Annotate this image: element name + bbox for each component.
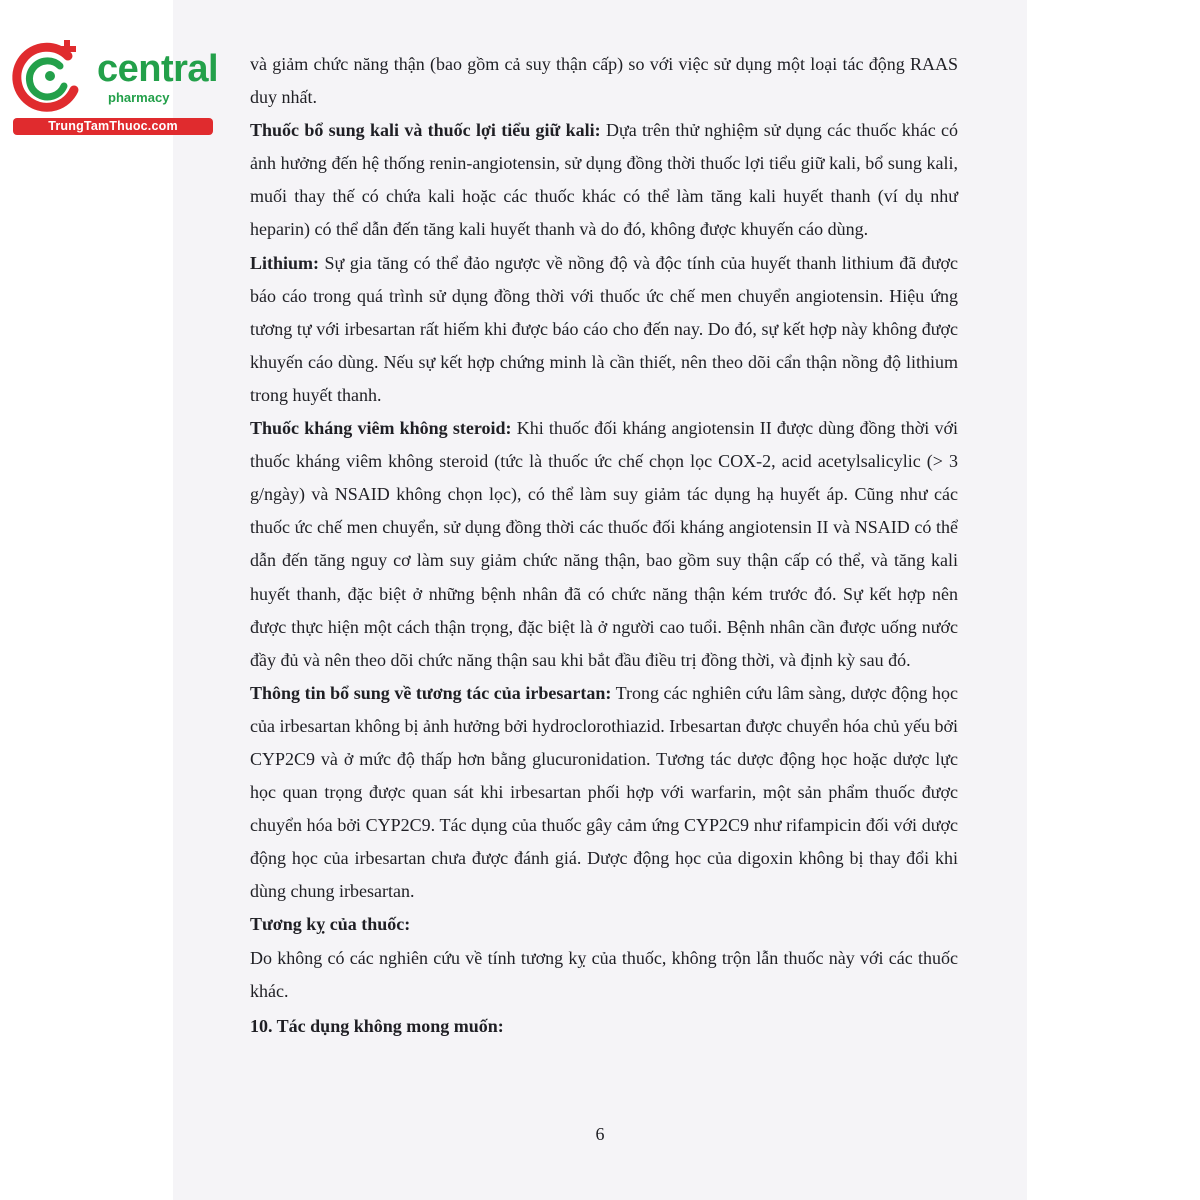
paragraph-text: và giảm chức năng thận (bao gồm cả suy thận cấp) so với việc sử dụng một loại tác động RAAS duy nhất.: [250, 54, 958, 108]
brand-subtitle: pharmacy: [108, 90, 170, 105]
paragraph-irbesartan-interactions: [250, 677, 958, 909]
heading-text: Tương kỵ của thuốc:: [250, 914, 411, 935]
paragraph-heading: Lithium:: [250, 252, 320, 273]
document-body: [250, 48, 958, 1043]
pharmacy-cross-c-icon: [10, 38, 100, 118]
central-pharmacy-logo[interactable]: [10, 38, 219, 138]
paragraph-text: Khi thuốc đối kháng angiotensin II được dùng đồng thời với thuốc kháng viêm không steroid (tức là thuốc ức chế chọn lọc COX-2, acid acetylsalicylic (> 3 g/ngày) và NSAID không chọn lọc), có thể làm suy giảm tác dụng hạ huyết áp. Cũng như các thuốc ức chế men chuyển, sử dụng đồng thời các thuốc đối kháng angiotensin II và NSAID có thể dẫn đến tăng nguy cơ làm suy giảm chức năng thận, bao gồm suy thận cấp có thể, và tăng kali huyết thanh, đặc biệt ở những bệnh nhân đã có chức năng thận kém trước đó. Sự kết hợp nên được thực hiện một cách thận trọng, đặc biệt là ở người cao tuổi. Bệnh nhân cần được uống nước đầy đủ và nên theo dõi chức năng thận sau khi bắt đầu điều trị đồng thời, và định kỳ sau đó.: [250, 418, 958, 670]
incompatibility-text: Do không có các nghiên cứu về tính tương kỵ của thuốc, không trộn lẫn thuốc này với các thuốc khác.: [250, 947, 958, 1001]
paragraph-heading: Thuốc bổ sung kali và thuốc lợi tiểu giữ kali:: [250, 120, 601, 141]
paragraph-lithium: [250, 247, 958, 412]
brand-website[interactable]: TrungTamThuoc.com: [13, 118, 213, 135]
paragraph-potassium: [250, 114, 958, 246]
paragraph-text: Trong các nghiên cứu lâm sàng, dược động học của irbesartan không bị ảnh hưởng bởi hydroclorothiazid. Irbesartan được chuyển hóa chủ yếu bởi CYP2C9 và ở mức độ thấp hơn bằng glucuronidation. Tương tác dược động học hoặc dược lực học quan trọng được quan sát khi irbesartan phối hợp với warfarin, một sản phẩm thuốc được chuyển hóa bởi CYP2C9. Tác dụng của thuốc gây cảm ứng CYP2C9 như rifampicin đối với dược động học của irbesartan chưa được đánh giá. Dược động học của digoxin không bị thay đổi khi dùng chung irbesartan.: [250, 682, 958, 902]
brand-name: central: [97, 48, 219, 90]
heading-text: 10. Tác dụng không mong muốn:: [250, 1015, 504, 1036]
paragraph-text: Sự gia tăng có thể đảo ngược về nồng độ và độc tính của huyết thanh lithium đã được báo cáo trong quá trình sử dụng đồng thời với thuốc ức chế men chuyển angiotensin. Hiệu ứng tương tự với irbesartan rất hiếm khi được báo cáo cho đến nay. Do đó, sự kết hợp này không được khuyến cáo dùng. Nếu sự kết hợp chứng minh là cần thiết, nên theo dõi cẩn thận nồng độ lithium trong huyết thanh.: [250, 252, 958, 405]
paragraph-heading: Thông tin bổ sung về tương tác của irbesartan:: [250, 682, 612, 703]
section-10-heading: [250, 1010, 958, 1043]
paragraph-heading: Thuốc kháng viêm không steroid:: [250, 418, 512, 439]
paragraph-text: Dựa trên thử nghiệm sử dụng các thuốc khác có ảnh hưởng đến hệ thống renin-angiotensin, sử dụng đồng thời thuốc lợi tiểu giữ kali, bổ sung kali, muối thay thế có chứa kali hoặc các thuốc khác có thể làm tăng kali huyết thanh (ví dụ như heparin) có thể dẫn đến tăng kali huyết thanh và do đó, không được khuyến cáo dùng.: [250, 120, 958, 240]
paragraph-raas: [250, 48, 958, 114]
paragraph-nsaid: [250, 412, 958, 677]
incompatibility-heading: [250, 908, 958, 941]
page-number: 6: [595, 1124, 605, 1144]
